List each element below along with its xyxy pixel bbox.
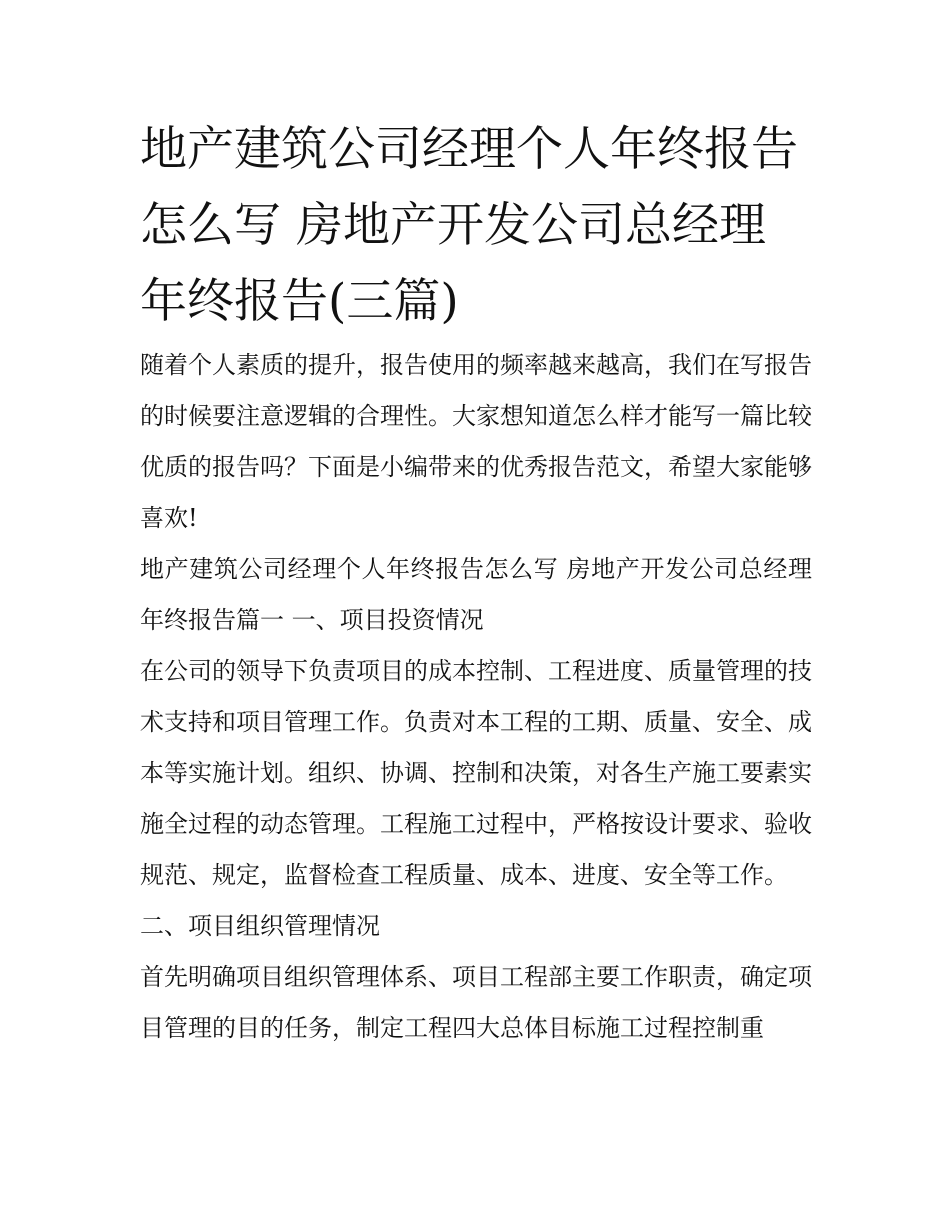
body-paragraph-2: 首先明确项目组织管理体系、项目工程部主要工作职责，确定项目管理的目的任务，制定工程四大总体目标施工过程控制重 — [140, 963, 812, 1042]
document-content — [140, 112, 812, 1054]
body-paragraph-1: 在公司的领导下负责项目的成本控制、工程进度、质量管理的技术支持和项目管理工作。负责对本工程的工期、质量、安全、成本等实施计划。组织、协调、控制和决策，对各生产施工要素实施全过程的动态管理。工程施工过程中，严格按设计要求、验收规范、规定，监督检查工程质量、成本、进度、安全等工作。 — [140, 657, 812, 889]
section-heading-1: 地产建筑公司经理个人年终报告怎么写 房地产开发公司总经理年终报告篇一 一、项目投资情况 — [140, 555, 812, 634]
document-title: 地产建筑公司经理个人年终报告怎么写 房地产开发公司总经理年终报告(三篇) — [140, 122, 798, 329]
intro-paragraph: 随着个人素质的提升，报告使用的频率越来越高，我们在写报告的时候要注意逻辑的合理性。大家想知道怎么样才能写一篇比较优质的报告吗？下面是小编带来的优秀报告范文，希望大家能够喜欢! — [140, 351, 812, 532]
section-heading-2: 二、项目组织管理情况 — [140, 912, 380, 940]
